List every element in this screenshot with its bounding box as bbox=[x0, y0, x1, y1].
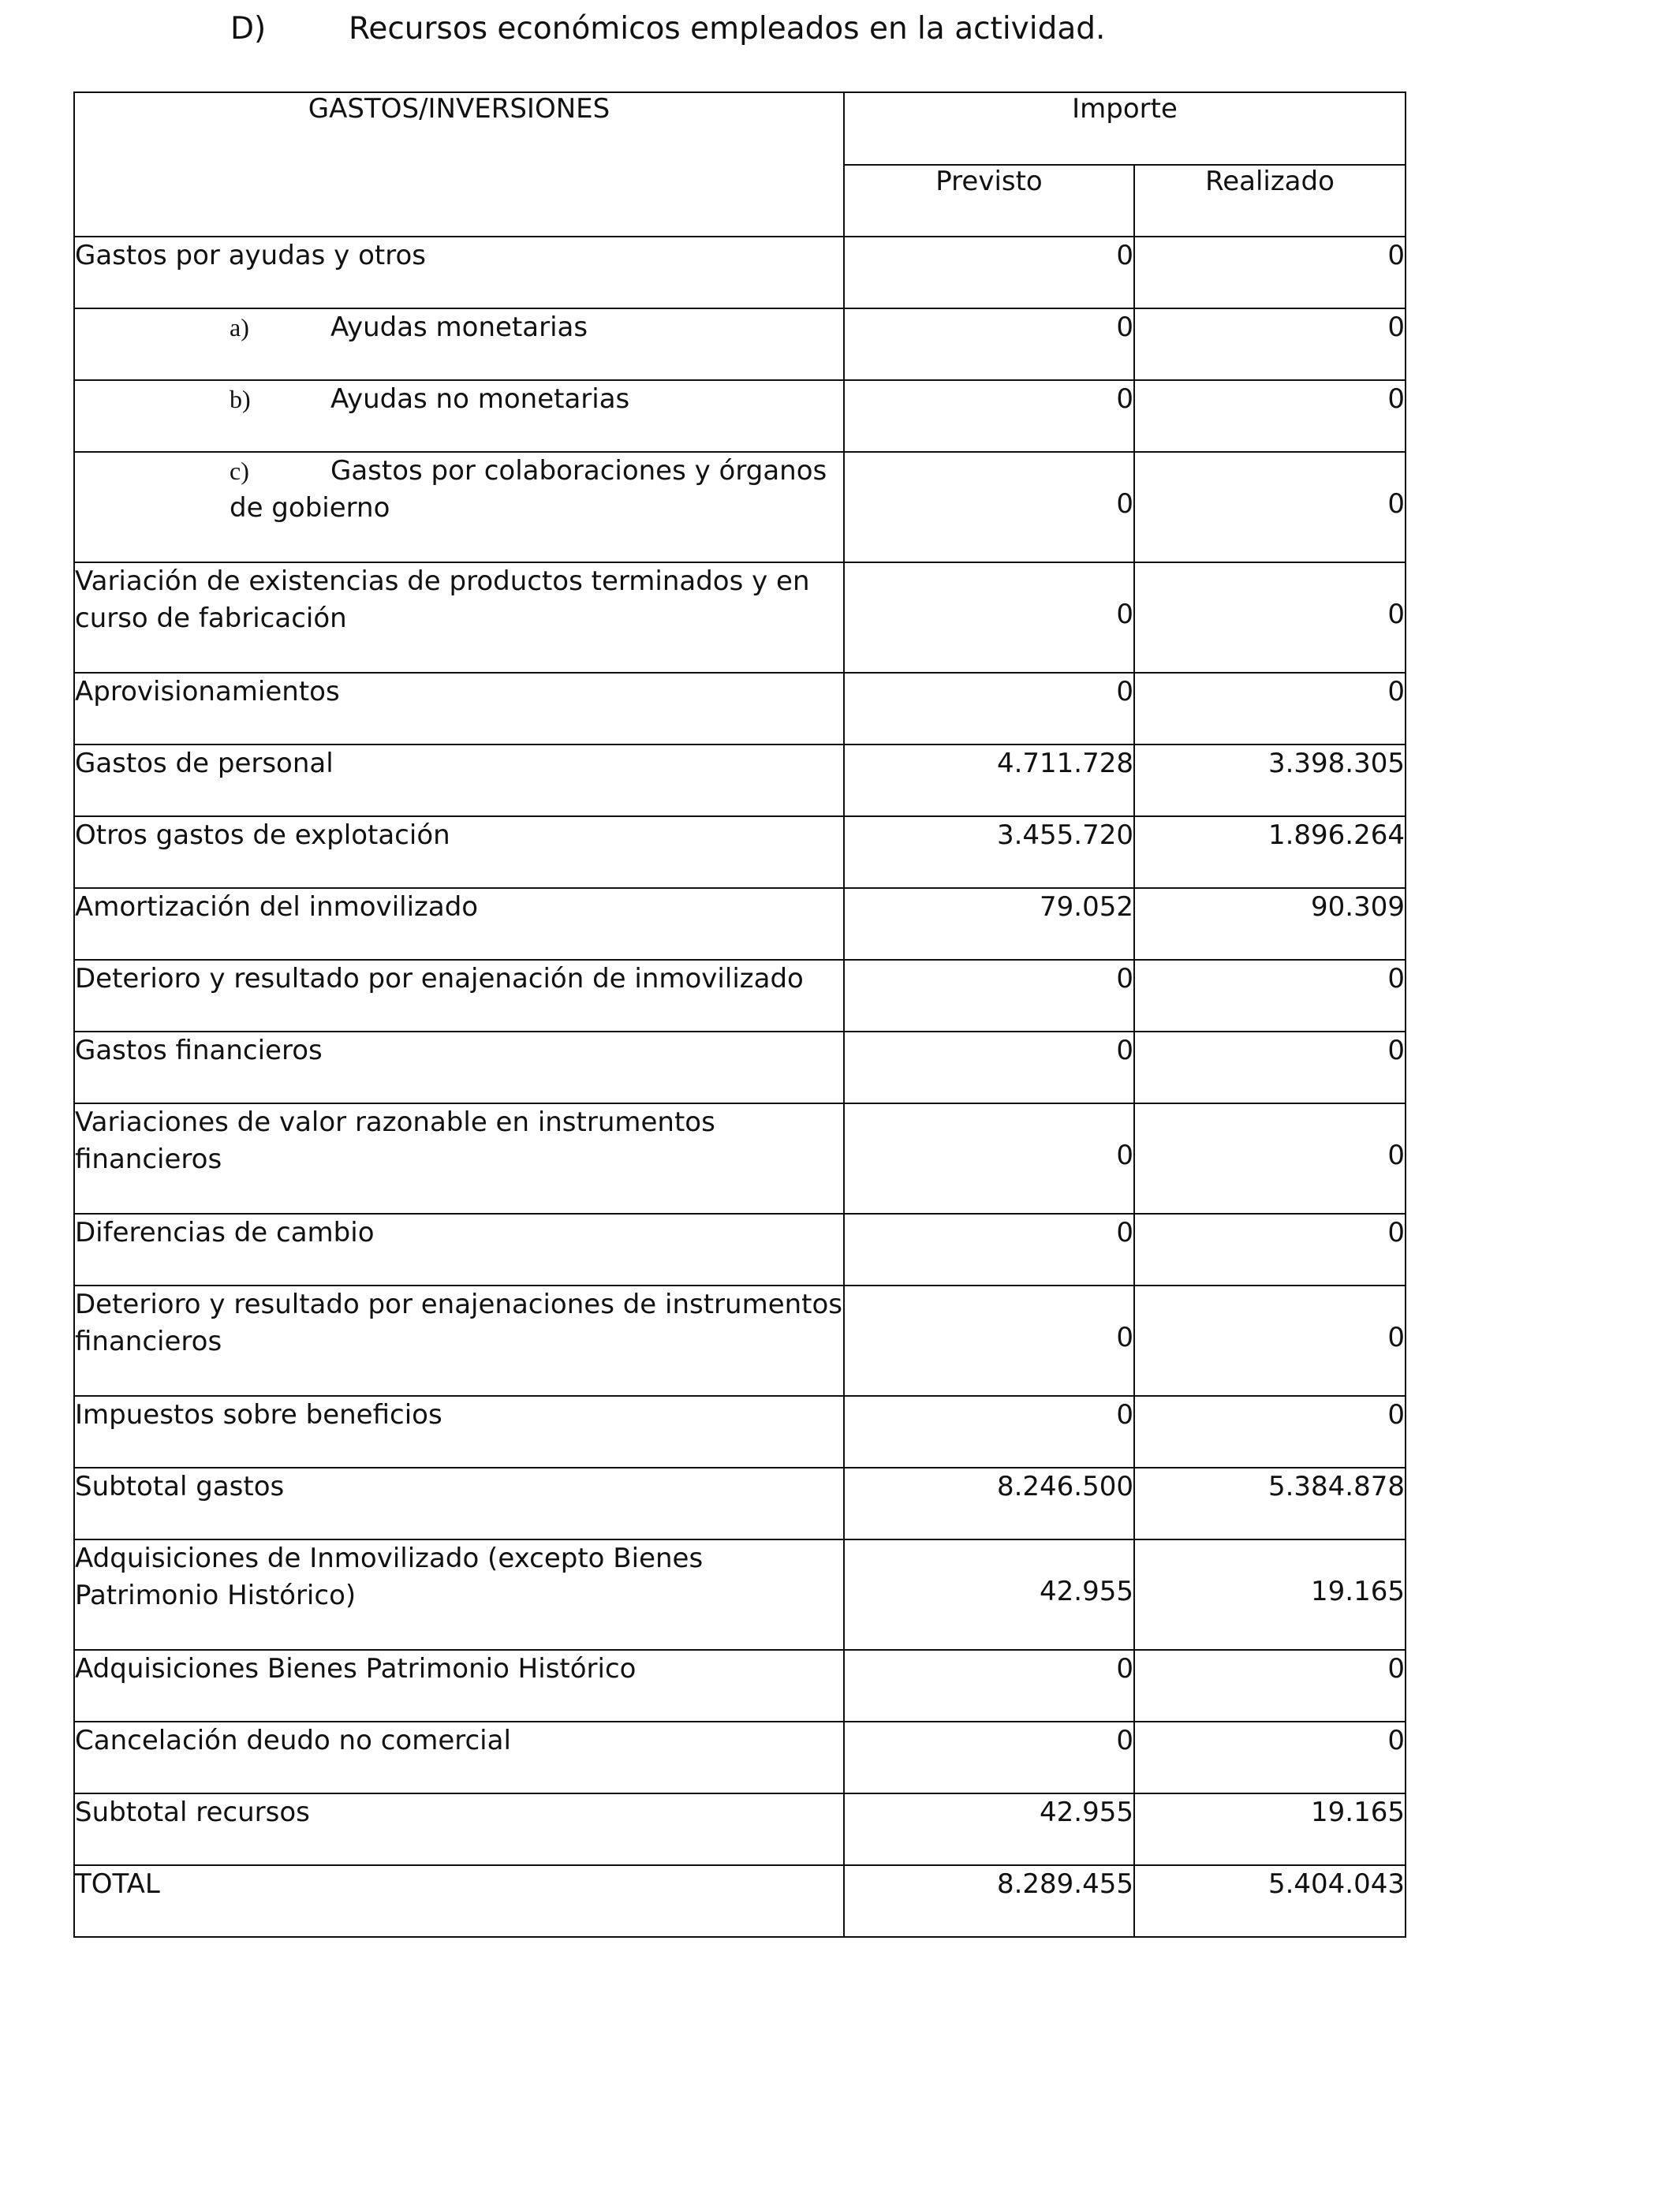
table-row bbox=[74, 673, 1406, 744]
section-marker: D) bbox=[230, 11, 267, 47]
table-row bbox=[74, 960, 1406, 1032]
planned-value: 0 bbox=[844, 1032, 1134, 1103]
row-label: Amortización del inmovilizado bbox=[74, 888, 844, 960]
table-row bbox=[74, 1396, 1406, 1468]
table-row bbox=[74, 1865, 1406, 1937]
actual-value: 0 bbox=[1134, 308, 1406, 380]
row-label: TOTAL bbox=[74, 1865, 844, 1937]
row-label: Variación de existencias de productos terminados y en curso de fabricación bbox=[74, 562, 844, 673]
planned-value: 0 bbox=[844, 1722, 1134, 1793]
table-row bbox=[74, 1468, 1406, 1539]
actual-value: 0 bbox=[1134, 1032, 1406, 1103]
planned-value: 8.246.500 bbox=[844, 1468, 1134, 1539]
row-label-text: Ayudas no monetarias bbox=[330, 383, 630, 415]
table-row bbox=[74, 452, 1406, 562]
section-heading bbox=[230, 11, 1105, 47]
planned-value: 0 bbox=[844, 308, 1134, 380]
planned-value: 0 bbox=[844, 562, 1134, 673]
row-label-text: Gastos por colaboraciones y órganos de gobierno bbox=[230, 455, 827, 524]
row-label: Subtotal recursos bbox=[74, 1793, 844, 1865]
planned-value: 0 bbox=[844, 452, 1134, 562]
actual-value: 1.896.264 bbox=[1134, 816, 1406, 888]
row-label: Adquisiciones de Inmovilizado (excepto Bienes Patrimonio Histórico) bbox=[74, 1539, 844, 1650]
actual-value: 0 bbox=[1134, 1214, 1406, 1286]
actual-value: 0 bbox=[1134, 1722, 1406, 1793]
actual-value: 0 bbox=[1134, 380, 1406, 452]
table-row bbox=[74, 308, 1406, 380]
row-letter: b) bbox=[230, 385, 251, 413]
planned-value: 0 bbox=[844, 237, 1134, 308]
row-label: Gastos financieros bbox=[74, 1032, 844, 1103]
planned-value: 0 bbox=[844, 1286, 1134, 1396]
table-row bbox=[74, 1103, 1406, 1214]
row-label: Variaciones de valor razonable en instrumentos financieros bbox=[74, 1103, 844, 1214]
planned-value: 0 bbox=[844, 1396, 1134, 1468]
table-row bbox=[74, 1286, 1406, 1396]
planned-value: 0 bbox=[844, 380, 1134, 452]
actual-value: 0 bbox=[1134, 960, 1406, 1032]
planned-value: 42.955 bbox=[844, 1539, 1134, 1650]
table-row bbox=[74, 816, 1406, 888]
row-label: Impuestos sobre beneficios bbox=[74, 1396, 844, 1468]
table-row bbox=[74, 888, 1406, 960]
row-label bbox=[74, 380, 844, 452]
planned-value: 0 bbox=[844, 1103, 1134, 1214]
actual-value: 3.398.305 bbox=[1134, 744, 1406, 816]
table-row bbox=[74, 1214, 1406, 1286]
actual-value: 0 bbox=[1134, 237, 1406, 308]
row-label: Diferencias de cambio bbox=[74, 1214, 844, 1286]
planned-value: 0 bbox=[844, 1650, 1134, 1722]
actual-value: 0 bbox=[1134, 1103, 1406, 1214]
row-label bbox=[74, 308, 844, 380]
row-letter: c) bbox=[230, 457, 249, 485]
header-planned: Previsto bbox=[844, 165, 1134, 237]
row-label: Aprovisionamientos bbox=[74, 673, 844, 744]
row-label: Subtotal gastos bbox=[74, 1468, 844, 1539]
header-amount-group: Importe bbox=[844, 92, 1406, 165]
table-row bbox=[74, 1032, 1406, 1103]
header-concept: GASTOS/INVERSIONES bbox=[74, 92, 844, 237]
actual-value: 19.165 bbox=[1134, 1539, 1406, 1650]
planned-value: 0 bbox=[844, 960, 1134, 1032]
planned-value: 4.711.728 bbox=[844, 744, 1134, 816]
actual-value: 5.384.878 bbox=[1134, 1468, 1406, 1539]
actual-value: 19.165 bbox=[1134, 1793, 1406, 1865]
header-actual: Realizado bbox=[1134, 165, 1406, 237]
expenses-table bbox=[73, 91, 1406, 1938]
actual-value: 0 bbox=[1134, 452, 1406, 562]
table-row bbox=[74, 380, 1406, 452]
row-label: Deterioro y resultado por enajenación de inmovilizado bbox=[74, 960, 844, 1032]
table-row bbox=[74, 1650, 1406, 1722]
planned-value: 79.052 bbox=[844, 888, 1134, 960]
table-row bbox=[74, 1539, 1406, 1650]
row-label: Gastos de personal bbox=[74, 744, 844, 816]
planned-value: 0 bbox=[844, 673, 1134, 744]
actual-value: 0 bbox=[1134, 1286, 1406, 1396]
table-row bbox=[74, 1722, 1406, 1793]
section-title: Recursos económicos empleados en la actividad. bbox=[349, 11, 1106, 47]
actual-value: 5.404.043 bbox=[1134, 1865, 1406, 1937]
planned-value: 3.455.720 bbox=[844, 816, 1134, 888]
row-label bbox=[74, 452, 844, 562]
row-label: Otros gastos de explotación bbox=[74, 816, 844, 888]
row-label-text: Ayudas monetarias bbox=[330, 312, 588, 343]
planned-value: 42.955 bbox=[844, 1793, 1134, 1865]
planned-value: 0 bbox=[844, 1214, 1134, 1286]
table-row bbox=[74, 744, 1406, 816]
actual-value: 0 bbox=[1134, 562, 1406, 673]
row-label: Adquisiciones Bienes Patrimonio Histórico bbox=[74, 1650, 844, 1722]
actual-value: 0 bbox=[1134, 1650, 1406, 1722]
planned-value: 8.289.455 bbox=[844, 1865, 1134, 1937]
table-row bbox=[74, 237, 1406, 308]
row-label: Deterioro y resultado por enajenaciones de instrumentos financieros bbox=[74, 1286, 844, 1396]
actual-value: 0 bbox=[1134, 673, 1406, 744]
table-row bbox=[74, 1793, 1406, 1865]
actual-value: 0 bbox=[1134, 1396, 1406, 1468]
table-row bbox=[74, 562, 1406, 673]
row-label: Cancelación deudo no comercial bbox=[74, 1722, 844, 1793]
row-letter: a) bbox=[230, 313, 249, 341]
actual-value: 90.309 bbox=[1134, 888, 1406, 960]
row-label: Gastos por ayudas y otros bbox=[74, 237, 844, 308]
